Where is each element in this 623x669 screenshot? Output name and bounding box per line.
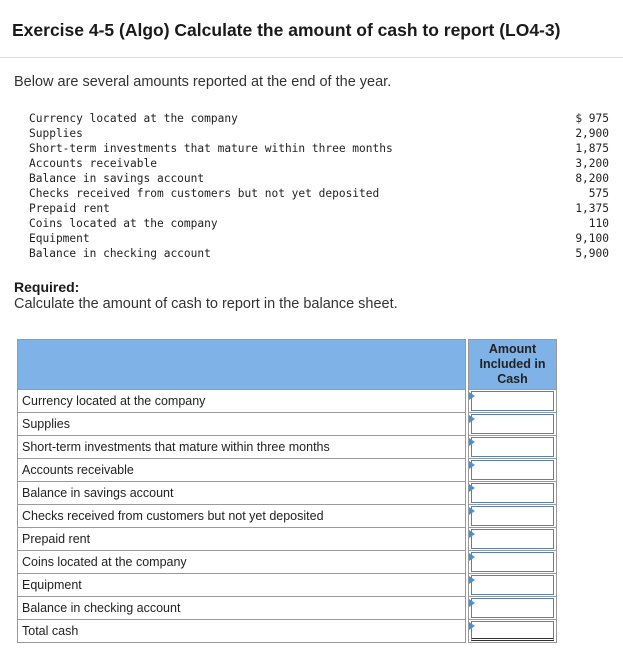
amount-input[interactable]: [469, 528, 556, 550]
total-cash-input[interactable]: [469, 620, 556, 642]
table-row: [18, 459, 557, 482]
item-value: 8,200: [575, 172, 609, 185]
table-row: [18, 505, 557, 528]
item-label: Prepaid rent: [29, 202, 110, 215]
total-label: Total cash: [18, 620, 466, 643]
row-label: Balance in checking account: [18, 597, 466, 620]
item-value: 2,900: [575, 127, 609, 140]
item-label: Supplies: [29, 127, 83, 140]
item-value: 575: [588, 187, 609, 200]
amount-cell: [469, 528, 557, 551]
amount-cell: [469, 390, 557, 413]
amount-column-header: Amount Included in Cash: [469, 340, 557, 390]
amount-input[interactable]: [469, 574, 556, 596]
list-item: [29, 171, 609, 186]
item-value: 9,100: [575, 232, 609, 245]
amount-cell: [469, 551, 557, 574]
header-label-cell: [18, 340, 466, 390]
amount-cell: [469, 459, 557, 482]
list-item: [29, 126, 609, 141]
table-row: [18, 597, 557, 620]
title-divider: [0, 57, 623, 58]
amount-cell: [469, 413, 557, 436]
amount-input[interactable]: [469, 390, 556, 412]
item-value: 1,375: [575, 202, 609, 215]
item-value: 1,875: [575, 142, 609, 155]
exercise-title: Exercise 4-5 (Algo) Calculate the amount of cash to report (LO4-3): [12, 20, 561, 40]
list-item: [29, 111, 609, 126]
list-item: [29, 246, 609, 261]
row-label: Balance in savings account: [18, 482, 466, 505]
required-heading: Required:: [14, 279, 80, 295]
item-label: Checks received from customers but not yet deposited: [29, 187, 380, 200]
list-item: [29, 231, 609, 246]
item-value: $ 975: [575, 112, 609, 125]
item-label: Accounts receivable: [29, 157, 157, 170]
row-label: Coins located at the company: [18, 551, 466, 574]
total-row: [18, 620, 557, 643]
amount-input[interactable]: [469, 551, 556, 573]
amount-input[interactable]: [469, 413, 556, 435]
row-label: Prepaid rent: [18, 528, 466, 551]
item-label: Equipment: [29, 232, 90, 245]
amount-input[interactable]: [469, 436, 556, 458]
item-label: Balance in savings account: [29, 172, 205, 185]
item-value: 5,900: [575, 247, 609, 260]
amount-cell: [469, 505, 557, 528]
intro-text: Below are several amounts reported at the end of the year.: [14, 74, 392, 90]
table-row: [18, 482, 557, 505]
row-label: Equipment: [18, 574, 466, 597]
row-label: Checks received from customers but not yet deposited: [18, 505, 466, 528]
item-label: Balance in checking account: [29, 247, 211, 260]
item-value: 3,200: [575, 157, 609, 170]
table-header-row: [18, 340, 557, 390]
list-item: [29, 201, 609, 216]
amount-input[interactable]: [469, 505, 556, 527]
item-label: Currency located at the company: [29, 112, 238, 125]
table-row: [18, 574, 557, 597]
table-row: [18, 528, 557, 551]
amount-cell: [469, 436, 557, 459]
given-amounts-list: [29, 111, 609, 261]
table-row: [18, 551, 557, 574]
row-label: Currency located at the company: [18, 390, 466, 413]
item-label: Coins located at the company: [29, 217, 218, 230]
amount-cell: [469, 482, 557, 505]
cash-answer-table: [17, 339, 557, 643]
list-item: [29, 141, 609, 156]
amount-cell: [469, 574, 557, 597]
amount-input[interactable]: [469, 482, 556, 504]
item-value: 110: [588, 217, 609, 230]
row-label: Short-term investments that mature within three months: [18, 436, 466, 459]
list-item: [29, 156, 609, 171]
amount-input[interactable]: [469, 597, 556, 619]
required-text: Calculate the amount of cash to report in the balance sheet.: [14, 296, 398, 312]
amount-cell: [469, 620, 557, 643]
list-item: [29, 186, 609, 201]
item-label: Short-term investments that mature within three months: [29, 142, 393, 155]
amount-cell: [469, 597, 557, 620]
row-label: Accounts receivable: [18, 459, 466, 482]
row-label: Supplies: [18, 413, 466, 436]
amount-input[interactable]: [469, 459, 556, 481]
table-row: [18, 413, 557, 436]
table-row: [18, 436, 557, 459]
table-row: [18, 390, 557, 413]
list-item: [29, 216, 609, 231]
